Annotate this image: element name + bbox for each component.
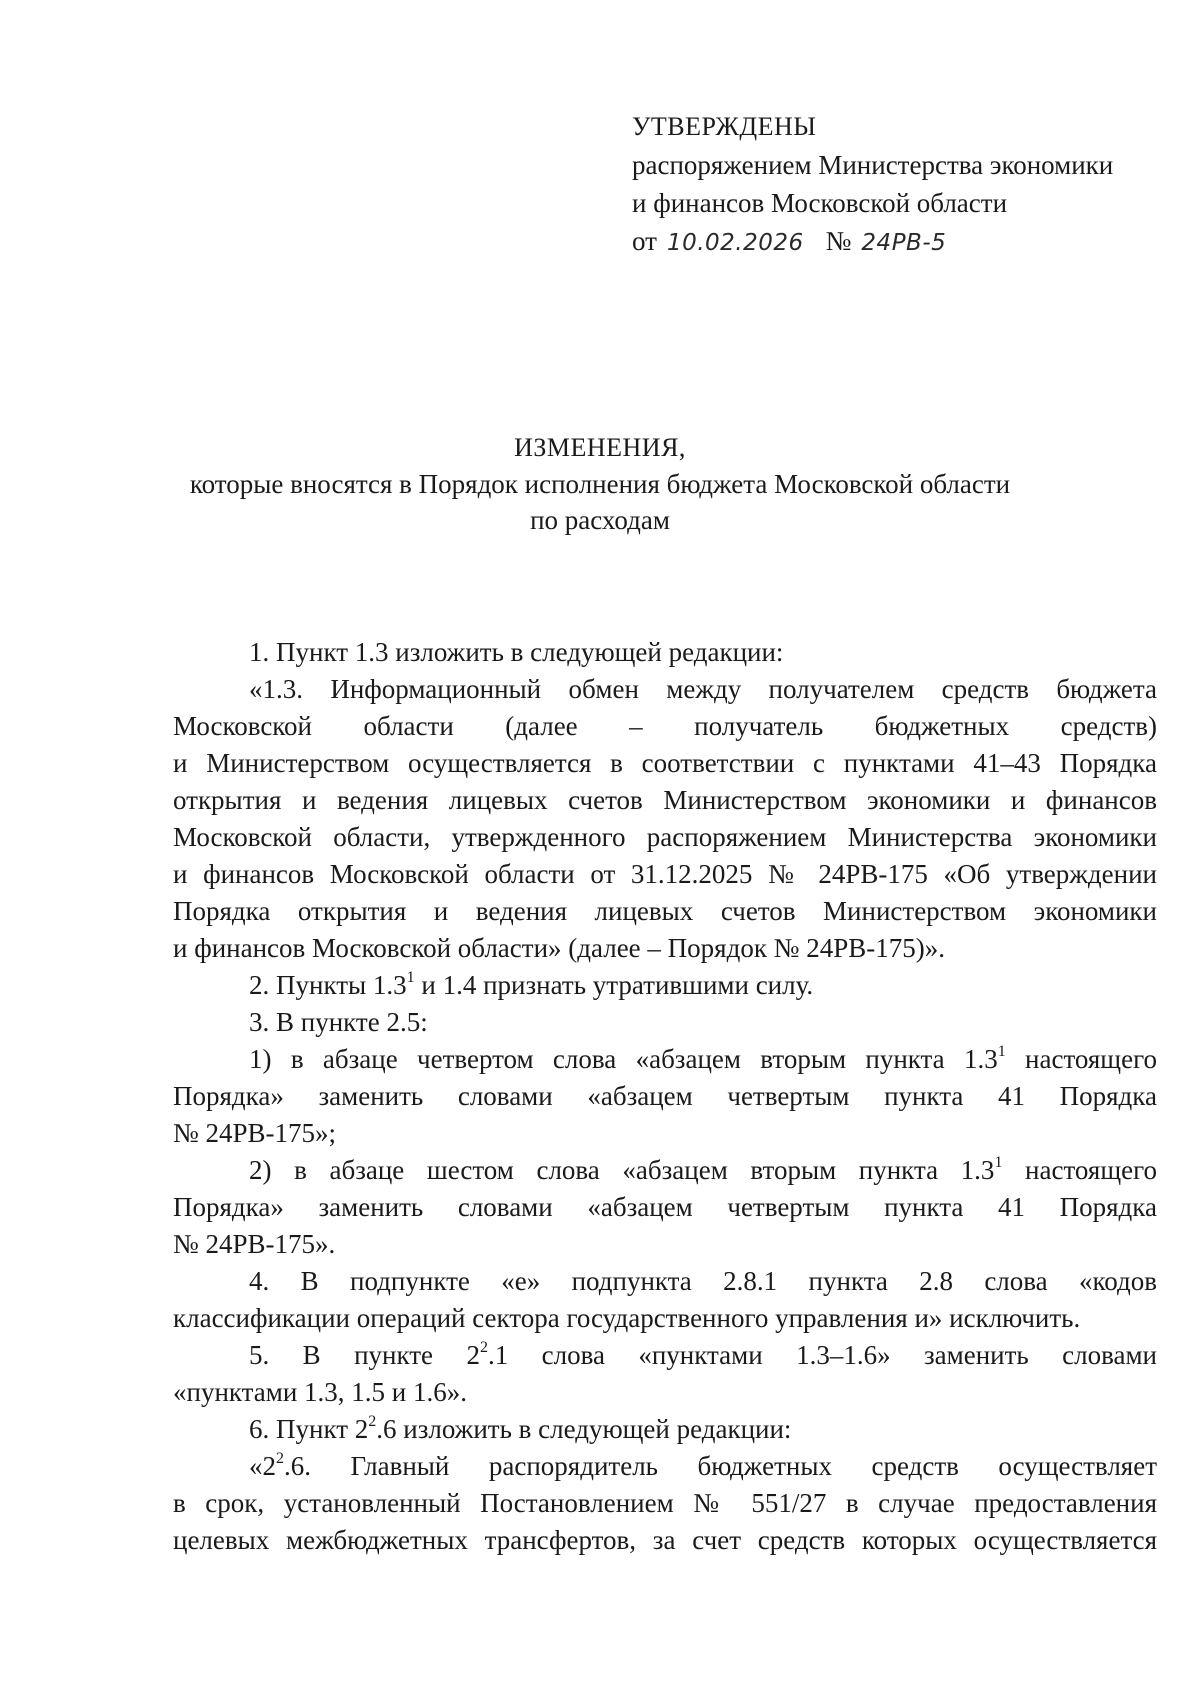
text-line: в срок, установленный Постановлением № 551/27 в случае предоставления: [173, 1488, 1157, 1518]
text-line: и Министерством осуществляется в соответствии с пунктами 41–43 Порядка: [173, 748, 1157, 778]
approval-title: УТВЕРЖДЕНЫ: [632, 112, 817, 141]
approval-block: [632, 108, 1172, 262]
paragraph-10: [173, 1448, 1157, 1559]
handwritten-date: 10.02.2026: [666, 230, 804, 256]
text-line: Порядка открытия и ведения лицевых счетов Министерством экономики: [173, 896, 1157, 926]
text-line: Московской области (далее – получатель бюджетных средств): [173, 711, 1157, 741]
text-line: 4. В подпункте «е» подпункта 2.8.1 пункта 2.8 слова «кодов: [249, 1266, 1157, 1296]
text-line: Московской области, утвержденного распоряжением Министерства экономики: [173, 822, 1157, 852]
document-body: [173, 634, 1157, 1559]
text-line: Порядка» заменить словами «абзацем четвертым пункта 41 Порядка: [173, 1081, 1157, 1111]
paragraph-7: [173, 1263, 1157, 1337]
paragraph-9: 6. Пункт $2^2.6$ изложить в следующей редакции:: [249, 1413, 792, 1444]
approval-line: распоряжением Министерства экономики: [632, 150, 1114, 180]
text-line: «$2^2.6$. Главный распорядитель бюджетных средств осуществляет: [249, 1450, 1157, 1481]
paragraph-4: 3. В пункте 2.5:: [249, 1007, 428, 1037]
date-prefix: от: [632, 226, 657, 256]
text-line: № 24РВ-175».: [173, 1229, 336, 1259]
text-line: классификации операций сектора государственного управления и» исключить.: [173, 1303, 1081, 1333]
text-line: 5. В пункте $2^2.1$ слова «пунктами 1.3–1.6» заменить словами: [249, 1339, 1158, 1370]
text-line: 1) в абзаце четвертом слова «абзацем вторым пункта $1.3^1$ настоящего: [249, 1043, 1157, 1074]
approval-line: и финансов Московской области: [632, 188, 1008, 218]
paragraph-5: [173, 1041, 1157, 1152]
number-sign: №: [825, 226, 852, 256]
heading-subtitle: которые вносятся в Порядок исполнения бюджета Московской области: [189, 469, 1011, 499]
text-line: и финансов Московской области» (далее – Порядок № 24РВ-175)».: [173, 933, 945, 963]
paragraph-1: 1. Пункт 1.3 изложить в следующей редакции:: [249, 637, 784, 667]
handwritten-number: 24РВ-5: [861, 230, 947, 256]
paragraph-6: [173, 1152, 1157, 1263]
text-line: «пунктами 1.3, 1.5 и 1.6».: [173, 1377, 468, 1407]
text-line: № 24РВ-175»;: [173, 1118, 337, 1148]
heading-title: ИЗМЕНЕНИЯ,: [514, 433, 686, 462]
paragraph-2: [173, 671, 1157, 967]
approval-date-line: [632, 222, 1172, 262]
text-line: Порядка» заменить словами «абзацем четвертым пункта 41 Порядка: [173, 1192, 1157, 1222]
text-line: 2) в абзаце шестом слова «абзацем вторым пункта $1.3^1$ настоящего: [249, 1154, 1157, 1185]
heading-subtitle: по расходам: [530, 505, 670, 535]
document-heading: [150, 430, 1050, 538]
paragraph-3: 2. Пункты $1.3^1$ и 1.4 признать утратившими силу.: [249, 969, 814, 1000]
text-line: открытия и ведения лицевых счетов Министерством экономики и финансов: [173, 785, 1157, 815]
text-line: «1.3. Информационный обмен между получателем средств бюджета: [249, 674, 1157, 704]
text-line: и финансов Московской области от 31.12.2025 № 24РВ-175 «Об утверждении: [173, 859, 1157, 889]
paragraph-8: [173, 1337, 1157, 1411]
text-line: целевых межбюджетных трансфертов, за счет средств которых осуществляется: [173, 1525, 1157, 1555]
